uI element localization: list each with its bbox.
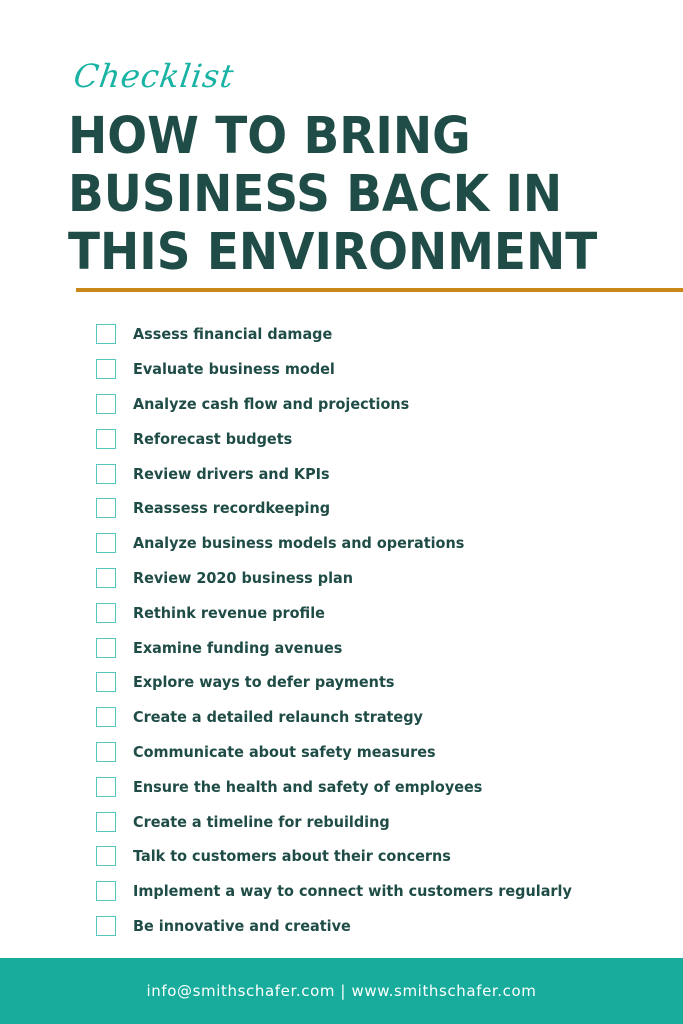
checklist-item-label: Evaluate business model — [133, 360, 335, 379]
checklist-item-label: Rethink revenue profile — [133, 603, 325, 622]
checklist-item[interactable] — [96, 735, 605, 770]
checklist-item-label: Create a timeline for rebuilding — [133, 812, 390, 831]
checklist-item[interactable] — [96, 491, 605, 526]
checkbox[interactable] — [96, 568, 116, 588]
checklist-item-label: Create a detailed relaunch strategy — [133, 708, 423, 727]
checkbox[interactable] — [96, 742, 116, 762]
checklist-item-label: Implement a way to connect with customers regularly — [133, 882, 572, 901]
checkbox[interactable] — [96, 672, 116, 692]
checkbox[interactable] — [96, 638, 116, 658]
checklist-item-label: Communicate about safety measures — [133, 742, 436, 761]
checklist-item-label: Review drivers and KPIs — [133, 464, 330, 483]
page-title — [68, 108, 597, 282]
checkbox[interactable] — [96, 603, 116, 623]
checklist-item-label: Analyze business models and operations — [133, 534, 465, 553]
title-line-1: HOW TO BRING — [68, 107, 471, 166]
checklist — [96, 317, 605, 943]
checklist-item[interactable] — [96, 421, 605, 456]
checklist-item[interactable] — [96, 804, 605, 839]
checkbox[interactable] — [96, 324, 116, 344]
checklist-item-label: Explore ways to defer payments — [133, 673, 395, 692]
checklist-item-label: Reassess recordkeeping — [133, 499, 331, 518]
checklist-item-label: Examine funding avenues — [133, 638, 343, 657]
checklist-item[interactable] — [96, 526, 605, 561]
checklist-item[interactable] — [96, 839, 605, 874]
checkbox[interactable] — [96, 707, 116, 727]
checkbox[interactable] — [96, 533, 116, 553]
checklist-item-label: Analyze cash flow and projections — [133, 394, 410, 413]
checklist-item[interactable] — [96, 769, 605, 804]
checkbox[interactable] — [96, 498, 116, 518]
checklist-item[interactable] — [96, 665, 605, 700]
title-line-2: BUSINESS BACK IN — [68, 165, 563, 224]
checklist-item[interactable] — [96, 387, 605, 422]
footer-bar — [0, 958, 683, 1024]
checklist-item[interactable] — [96, 352, 605, 387]
checklist-item[interactable] — [96, 874, 605, 909]
checklist-item[interactable] — [96, 317, 605, 352]
title-divider — [76, 288, 683, 292]
checklist-item-label: Talk to customers about their concerns — [133, 847, 451, 866]
checkbox[interactable] — [96, 464, 116, 484]
checklist-item-label: Review 2020 business plan — [133, 568, 354, 587]
checkbox[interactable] — [96, 359, 116, 379]
checklist-item[interactable] — [96, 909, 605, 944]
checkbox[interactable] — [96, 429, 116, 449]
checklist-item[interactable] — [96, 630, 605, 665]
checkbox[interactable] — [96, 916, 116, 936]
checklist-eyebrow: Checklist — [71, 57, 237, 95]
checklist-item-label: Assess financial damage — [133, 325, 333, 344]
checklist-item-label: Reforecast budgets — [133, 429, 293, 448]
checkbox[interactable] — [96, 881, 116, 901]
checklist-item[interactable] — [96, 456, 605, 491]
checkbox[interactable] — [96, 812, 116, 832]
footer-contact: info@smithschafer.com | www.smithschafer.com — [146, 982, 537, 1000]
checklist-item-label: Ensure the health and safety of employees — [133, 777, 483, 796]
checkbox[interactable] — [96, 394, 116, 414]
checklist-item[interactable] — [96, 700, 605, 735]
checklist-item-label: Be innovative and creative — [133, 916, 351, 935]
checkbox[interactable] — [96, 777, 116, 797]
title-line-3: THIS ENVIRONMENT — [68, 223, 598, 282]
checklist-item[interactable] — [96, 595, 605, 630]
checkbox[interactable] — [96, 846, 116, 866]
checklist-item[interactable] — [96, 561, 605, 596]
